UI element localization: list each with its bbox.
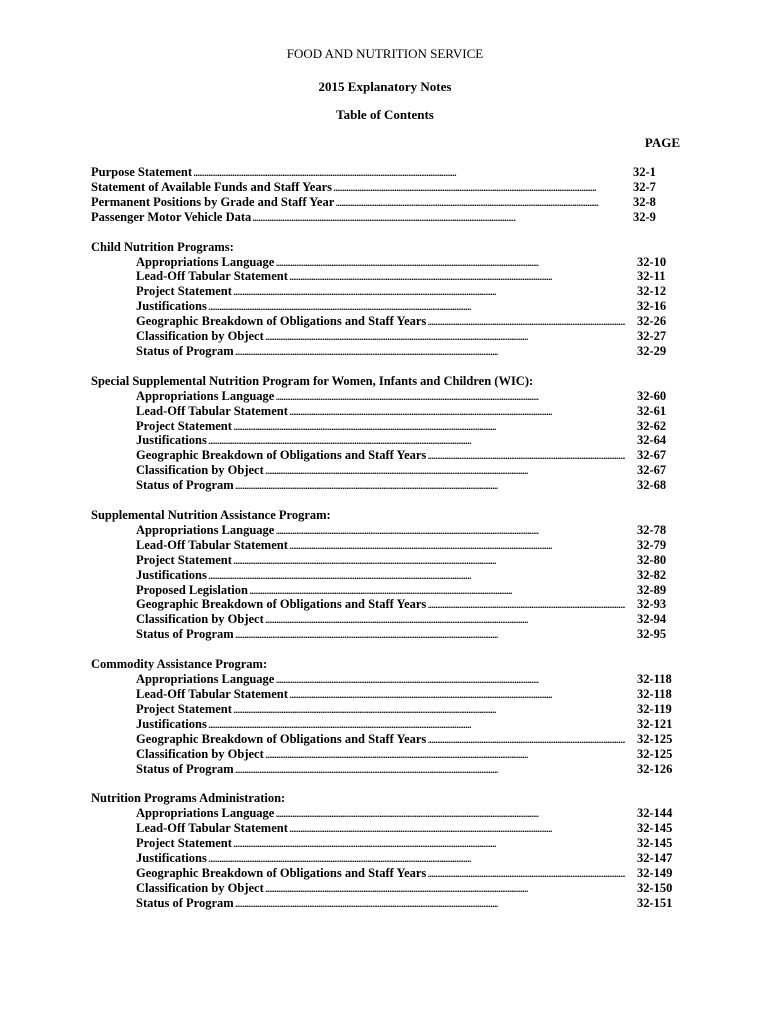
dot-leader [265,747,625,762]
toc-section [91,374,681,493]
toc-entry-label: Statement of Available Funds and Staff Years [91,179,332,194]
table-of-contents [91,165,681,926]
dot-leader [233,702,625,717]
toc-entry[interactable] [91,463,681,478]
toc-entry-page: 32-149 [637,865,673,880]
toc-entry[interactable] [91,747,681,762]
toc-entry[interactable] [91,597,681,612]
dot-leader [275,389,625,404]
toc-entry-page: 32-29 [637,343,667,358]
section-heading: Special Supplemental Nutrition Program for Women, Infants and Children (WIC): [91,373,534,388]
toc-entry[interactable] [91,672,681,687]
toc-entry[interactable] [91,344,681,359]
dot-leader [233,284,625,299]
toc-entry-label: Appropriations Language [136,523,275,538]
toc-entry[interactable] [91,329,681,344]
dot-leader [333,180,625,195]
dot-leader [208,851,625,866]
dot-leader [208,568,625,583]
toc-entry[interactable] [91,553,681,568]
toc-entry-page: 32-125 [637,731,673,746]
toc-entry[interactable] [91,806,681,821]
toc-entry-page: 32-93 [637,597,667,612]
toc-entry-label: Geographic Breakdown of Obligations and Staff Years [136,314,427,329]
toc-entry-page: 32-150 [637,880,673,895]
toc-entry-label: Appropriations Language [136,672,275,687]
toc-entry-page: 32-67 [637,448,667,463]
toc-entry-page: 32-67 [637,463,667,478]
toc-entry-label: Lead-Off Tabular Statement [136,269,288,284]
dot-leader [235,478,625,493]
dot-leader [427,597,625,612]
toc-entry-label: Project Statement [136,418,232,433]
toc-title: Table of Contents [336,107,434,122]
toc-top-section [91,165,681,225]
toc-entry-page: 32-60 [637,388,667,403]
toc-entry-page: 32-27 [637,329,667,344]
toc-entry-page: 32-82 [637,567,667,582]
dot-leader [265,463,625,478]
toc-entry-page: 32-151 [637,895,673,910]
dot-leader [208,717,625,732]
toc-entry[interactable] [91,165,681,180]
toc-entry-page: 32-89 [637,582,667,597]
dot-leader [233,836,625,851]
toc-entry-label: Proposed Legislation [136,582,248,597]
dot-leader [193,165,625,180]
agency-title: FOOD AND NUTRITION SERVICE [286,46,484,61]
toc-entry[interactable] [91,851,681,866]
toc-section [91,657,681,776]
dot-leader [275,806,625,821]
toc-entry-page: 32-16 [637,299,667,314]
toc-entry-label: Passenger Motor Vehicle Data [91,209,252,224]
toc-entry-page: 32-118 [637,687,672,702]
toc-entry[interactable] [91,284,681,299]
toc-entry[interactable] [91,299,681,314]
toc-entry-label: Geographic Breakdown of Obligations and Staff Years [136,448,427,463]
dot-leader [235,896,625,911]
toc-entry[interactable] [91,195,681,210]
toc-section [91,791,681,910]
toc-entry[interactable] [91,538,681,553]
dot-leader [289,269,625,284]
toc-entry-page: 32-68 [637,478,667,493]
toc-entry[interactable] [91,389,681,404]
toc-entry-page: 32-94 [637,612,667,627]
document-subtitle: 2015 Explanatory Notes [318,79,452,94]
dot-leader [275,255,625,270]
toc-entry-page: 32-95 [637,627,667,642]
toc-entry[interactable] [91,836,681,851]
toc-entry-page: 32-145 [637,836,673,851]
toc-entry-label: Project Statement [136,284,232,299]
dot-leader [265,329,625,344]
dot-leader [427,732,625,747]
toc-entry-page: 32-78 [637,523,667,538]
toc-entry-label: Justifications [136,851,207,866]
dot-leader [252,210,625,225]
dot-leader [335,195,625,210]
toc-entry[interactable] [91,687,681,702]
dot-leader [289,538,625,553]
toc-entry-label: Permanent Positions by Grade and Staff Year [91,194,335,209]
toc-entry-page: 32-12 [637,284,667,299]
toc-entry-page: 32-80 [637,552,667,567]
toc-entry-page: 32-121 [637,716,673,731]
toc-entry-label: Classification by Object [136,746,264,761]
dot-leader [249,583,625,598]
toc-entry-page: 32-119 [637,701,672,716]
dot-leader [427,314,625,329]
toc-entry-label: Lead-Off Tabular Statement [136,687,288,702]
dot-leader [208,299,625,314]
toc-entry[interactable] [91,702,681,717]
toc-entry-label: Justifications [136,433,207,448]
toc-entry-page: 32-126 [637,761,673,776]
toc-section [91,508,681,642]
dot-leader [235,762,625,777]
toc-entry-page: 32-145 [637,821,673,836]
toc-entry-page: 32-147 [637,851,673,866]
toc-entry-page: 32-26 [637,314,667,329]
toc-entry[interactable] [91,433,681,448]
toc-entry-label: Geographic Breakdown of Obligations and Staff Years [136,597,427,612]
page-column-header: PAGE [644,135,680,150]
toc-entry-label: Status of Program [136,478,234,493]
toc-entry-label: Lead-Off Tabular Statement [136,403,288,418]
toc-entry[interactable] [91,478,681,493]
dot-leader [275,672,625,687]
toc-entry[interactable] [91,627,681,642]
toc-entry[interactable] [91,523,681,538]
toc-entry-page: 32-62 [637,418,667,433]
toc-entry-page: 32-61 [637,403,667,418]
toc-entry[interactable] [91,866,681,881]
toc-entry-label: Classification by Object [136,329,264,344]
toc-entry[interactable] [91,255,681,270]
dot-leader [235,627,625,642]
toc-entry-page: 32-8 [633,194,656,209]
toc-entry[interactable] [91,404,681,419]
toc-entry[interactable] [91,732,681,747]
toc-entry-label: Appropriations Language [136,806,275,821]
dot-leader [265,881,625,896]
toc-entry-label: Classification by Object [136,880,264,895]
dot-leader [233,553,625,568]
toc-entry-page: 32-144 [637,806,673,821]
section-heading: Child Nutrition Programs: [91,239,234,254]
toc-entry-label: Purpose Statement [91,165,193,179]
toc-entry-label: Justifications [136,567,207,582]
toc-entry[interactable] [91,821,681,836]
dot-leader [208,433,625,448]
dot-leader [265,612,625,627]
toc-entry[interactable] [91,762,681,777]
toc-entry[interactable] [91,180,681,195]
toc-entry-label: Classification by Object [136,463,264,478]
toc-entry[interactable] [91,881,681,896]
toc-entry-label: Lead-Off Tabular Statement [136,537,288,552]
toc-entry-page: 32-10 [637,254,667,269]
toc-entry-label: Geographic Breakdown of Obligations and Staff Years [136,731,427,746]
toc-section [91,240,681,359]
toc-entry[interactable] [91,717,681,732]
toc-entry-page: 32-64 [637,433,667,448]
toc-entry[interactable] [91,568,681,583]
toc-entry-page: 32-118 [637,672,672,687]
toc-entry-label: Project Statement [136,552,232,567]
dot-leader [275,523,625,538]
toc-entry[interactable] [91,210,681,225]
toc-entry[interactable] [91,448,681,463]
toc-entry[interactable] [91,269,681,284]
toc-entry-label: Appropriations Language [136,388,275,403]
toc-entry[interactable] [91,419,681,434]
toc-entry-label: Project Statement [136,701,232,716]
dot-leader [427,448,625,463]
toc-entry-label: Status of Program [136,343,234,358]
toc-entry-label: Geographic Breakdown of Obligations and Staff Years [136,865,427,880]
toc-entry-label: Justifications [136,299,207,314]
toc-entry-label: Status of Program [136,895,234,910]
toc-entry-label: Project Statement [136,836,232,851]
toc-entry-page: 32-11 [637,269,666,284]
toc-entry-page: 32-125 [637,746,673,761]
toc-entry-label: Justifications [136,716,207,731]
toc-entry-page: 32-1 [633,165,656,179]
toc-entry-label: Status of Program [136,627,234,642]
toc-entry-page: 32-9 [633,209,656,224]
dot-leader [233,419,625,434]
section-heading: Commodity Assistance Program: [91,657,268,672]
toc-entry-label: Status of Program [136,761,234,776]
section-heading: Supplemental Nutrition Assistance Program: [91,508,331,523]
dot-leader [427,866,625,881]
toc-entry-label: Classification by Object [136,612,264,627]
toc-entry[interactable] [91,314,681,329]
toc-entry[interactable] [91,612,681,627]
toc-entry-label: Appropriations Language [136,254,275,269]
toc-entry-page: 32-7 [633,179,656,194]
toc-entry-page: 32-79 [637,537,667,552]
toc-entry-label: Lead-Off Tabular Statement [136,821,288,836]
dot-leader [289,821,625,836]
dot-leader [235,344,625,359]
dot-leader [289,687,625,702]
toc-entry[interactable] [91,583,681,598]
toc-entry[interactable] [91,896,681,911]
section-heading: Nutrition Programs Administration: [91,791,286,806]
dot-leader [289,404,625,419]
